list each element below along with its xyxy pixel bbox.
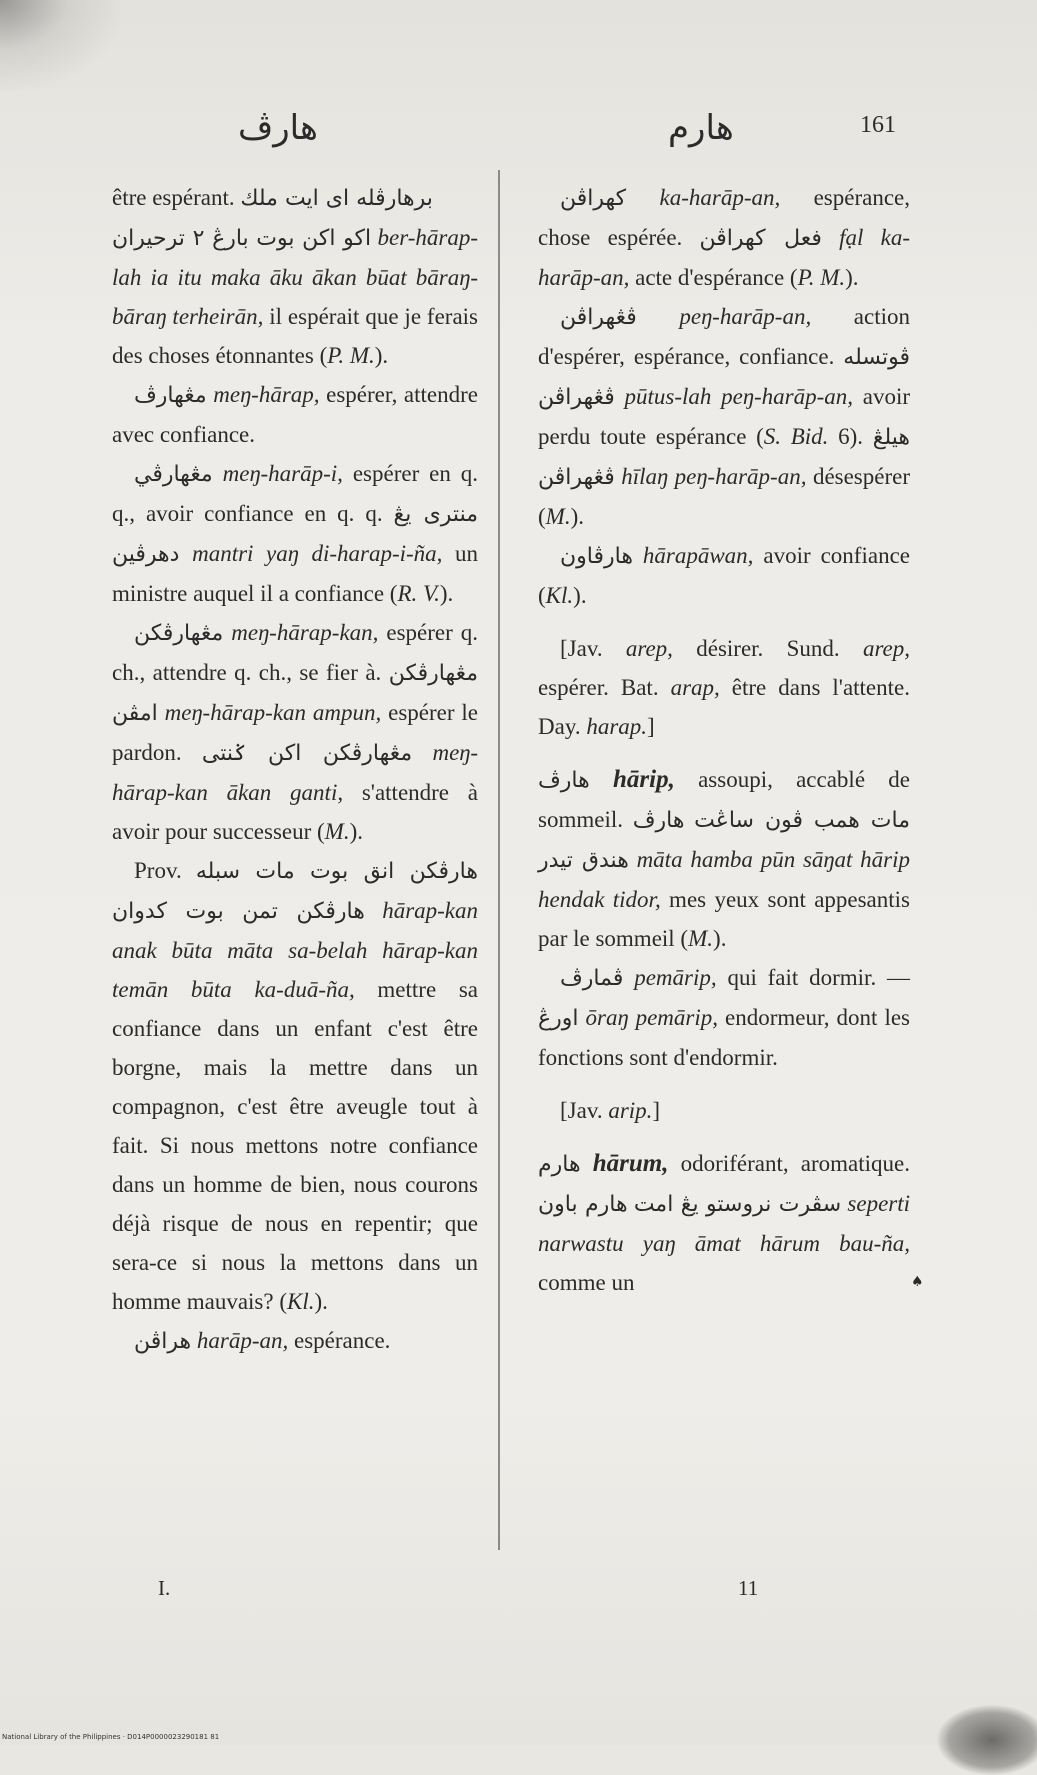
- jawi-text: مڠهارڤ: [134, 383, 207, 408]
- definition-text: désespérer (: [538, 464, 910, 529]
- jawi-text: ڤوتسله ڤڠهراڤن: [538, 345, 910, 410]
- transliteration: māta hamba pūn sāŋat hārip hendak tidor,: [538, 847, 910, 912]
- jawi-text: مڠهارڤكن: [134, 621, 224, 646]
- jawi-text: مات همب ڤون ساڠت: [694, 808, 910, 833]
- jawi-text: مڠهارڤي: [134, 462, 213, 487]
- definition-text: odoriférant, aromatique.: [668, 1151, 910, 1176]
- signature-mark-right: 11: [738, 1576, 759, 1600]
- dictionary-entry: [538, 536, 910, 615]
- definition-text: [581, 1151, 593, 1176]
- jawi-text: ڤڠهراڤن: [560, 305, 637, 330]
- definition-text: ).: [374, 343, 389, 368]
- definition-text: [412, 740, 432, 765]
- definition-text: [Jav.: [560, 636, 626, 661]
- definition-text: acte d'espérance (: [629, 265, 798, 290]
- definition-text: [637, 304, 680, 329]
- definition-text: ]: [652, 1098, 661, 1123]
- jawi-text: منترى يڠ دهرڤين: [112, 502, 478, 567]
- definition-text: s'attendre à avoir pour successeur (: [112, 780, 478, 844]
- definition-text: [633, 543, 643, 568]
- definition-text: un ministre auquel il a confiance (: [112, 541, 479, 606]
- jawi-text: اكو اكن بوت بارڠ ٢ ترحيران: [112, 226, 372, 251]
- transliteration: P. M.: [327, 343, 375, 368]
- dictionary-entry: [112, 454, 478, 613]
- definition-text: mettre sa confiance dans un enfant c'est être borgne, mais la mettre dans un compagnon, c'est être aveugle tout à fait. Si nous mettons notre confiance dans un homme de bien, nous courons déjà risque de nous en repentir; que sera-ce si nous la mettons dans un homme mauvais? (: [112, 977, 478, 1314]
- definition-text: action d'espérer, espérance, confiance.: [538, 304, 910, 369]
- dictionary-entry: [538, 1144, 910, 1302]
- transliteration: peŋ-harāp-an,: [679, 304, 812, 329]
- jawi-text: هيلڠ ڤڠهراڤن: [538, 425, 910, 490]
- dictionary-entry: [538, 629, 910, 746]
- transliteration: ōraŋ pemārip,: [585, 1005, 719, 1030]
- definition-text: [213, 461, 223, 486]
- ink-speck: ♠: [911, 1274, 924, 1290]
- definition-text: être espérant.: [112, 185, 241, 210]
- transliteration: P. M.: [797, 265, 846, 290]
- jawi-text: اورڠ: [538, 1006, 579, 1031]
- page-corner-shadow: [0, 0, 120, 90]
- transliteration: meŋ-harāp-i,: [222, 461, 343, 486]
- transliteration: M.: [688, 926, 714, 951]
- page-number: 161: [860, 112, 896, 138]
- transliteration: pemārip,: [634, 965, 717, 990]
- transliteration: hīlaŋ peŋ-harāp-an,: [621, 464, 807, 489]
- transliteration: R. V.: [397, 581, 440, 606]
- jawi-text: سڤرت نروستو يڠ امت: [633, 1192, 842, 1217]
- dictionary-entry: [112, 613, 478, 851]
- headword: hārum,: [592, 1150, 669, 1177]
- definition-text: [684, 807, 694, 832]
- transliteration: fạl ka-harāp-an,: [538, 225, 911, 290]
- definition-text: ).: [349, 819, 364, 844]
- transliteration: hārapāwan,: [642, 543, 754, 568]
- definition-text: qui fait dormir. —: [716, 965, 911, 990]
- definition-text: espérance, chose espérée.: [538, 185, 910, 250]
- transliteration: ber-hārap-lah ia itu maka āku ākan būat bāraŋ-bāraŋ terheirān,: [112, 225, 478, 329]
- left-column: [112, 178, 478, 1361]
- running-head-left: هارڤ: [238, 108, 318, 148]
- definition-text: [158, 700, 165, 725]
- definition-text: être dans l'attente. Day.: [538, 675, 910, 739]
- jawi-text: فعل كهراڤن: [699, 226, 822, 251]
- dictionary-entry: [538, 760, 910, 958]
- transliteration: arep,: [625, 636, 673, 661]
- dictionary-entry: [112, 1321, 478, 1361]
- definition-text: ).: [845, 265, 859, 290]
- dictionary-entry: [112, 851, 478, 1321]
- transliteration: ka-harāp-an,: [659, 185, 781, 210]
- jawi-text: برهارڤله اى ايت ملك: [240, 186, 433, 211]
- running-head-right: هارم: [668, 108, 734, 148]
- transliteration: M.: [324, 819, 350, 844]
- headword: hārip,: [613, 766, 675, 793]
- definition-text: [626, 185, 659, 210]
- transliteration: harāp-an,: [196, 1328, 289, 1353]
- definition-text: espérer, attendre avec confiance.: [112, 382, 478, 447]
- definition-text: ).: [573, 583, 587, 608]
- definition-text: ).: [570, 504, 585, 529]
- definition-text: désirer. Sund.: [672, 636, 863, 661]
- definition-text: espérer q. ch., attendre q. ch., se fier à.: [112, 620, 478, 685]
- jawi-text: هارم: [538, 1152, 581, 1177]
- transliteration: hārap-kan anak būta māta sa-belah hārap-kan temān būta ka-duā-ña,: [112, 898, 479, 1002]
- definition-text: 6).: [828, 424, 873, 449]
- transliteration: meŋ-hārap-kan,: [231, 620, 379, 645]
- transliteration: meŋ-hārap-kan ampun,: [164, 700, 382, 725]
- transliteration: harap.: [586, 714, 648, 739]
- definition-text: [623, 965, 634, 990]
- jawi-text: مڠهارڤكن اكن ݢنتى: [201, 741, 413, 766]
- definition-text: avoir confiance (: [538, 543, 910, 608]
- jawi-text: كهراڤن: [560, 186, 627, 211]
- transliteration: pūtus-lah peŋ-harāp-an,: [624, 384, 853, 409]
- definition-text: espérer le pardon.: [112, 700, 478, 765]
- definition-text: il espérait que je ferais des choses étonnantes (: [112, 304, 478, 368]
- right-column: [538, 178, 910, 1302]
- definition-text: espérance.: [288, 1328, 391, 1353]
- jawi-text: هارڤ هندق تيدر: [538, 808, 685, 873]
- transliteration: meŋ-hārap,: [213, 382, 320, 407]
- definition-text: espérer en q. q., avoir confiance en q. q.: [112, 461, 478, 526]
- dictionary-entry: [112, 375, 478, 454]
- definition-text: [Jav.: [560, 1098, 609, 1123]
- transliteration: S. Bid.: [763, 424, 829, 449]
- definition-text: [590, 767, 613, 792]
- dictionary-entry: [538, 958, 910, 1077]
- definition-text: [365, 898, 382, 923]
- dictionary-entry: [112, 218, 478, 375]
- definition-text: endormeur, dont les fonctions sont d'endormir.: [538, 1005, 910, 1070]
- definition-text: ).: [439, 581, 454, 606]
- definition-text: ).: [713, 926, 727, 951]
- transliteration: M.: [545, 504, 571, 529]
- definition-text: [629, 847, 637, 872]
- jawi-text: مڠهارڤكن امڤن: [112, 661, 478, 726]
- jawi-text: هراڤن: [134, 1329, 192, 1354]
- transliteration: seperti narwastu yaŋ āmat hārum bau-ña,: [538, 1191, 911, 1256]
- jawi-text: هارڤكن انق بوت مات سبله هارڤكن تمن بوت كدوان: [112, 859, 478, 924]
- definition-text: ]: [647, 714, 655, 739]
- transliteration: arap,: [670, 675, 720, 700]
- dictionary-entry: [112, 178, 478, 218]
- definition-text: [179, 541, 192, 566]
- transliteration: arip.: [608, 1098, 653, 1123]
- dictionary-entry: [538, 178, 910, 297]
- column-divider: [498, 170, 500, 1550]
- transliteration: mantri yaŋ di-harap-i-ña,: [192, 541, 443, 566]
- library-stamp: National Library of the Philippines · D014P0000023290181 81: [2, 1733, 220, 1741]
- definition-text: ).: [314, 1289, 328, 1314]
- dictionary-entry: [538, 297, 910, 536]
- jawi-text: هارڤاون: [560, 544, 633, 569]
- definition-text: [579, 1005, 586, 1030]
- jawi-text: هارڤ: [538, 768, 590, 793]
- transliteration: Kl.: [545, 583, 574, 608]
- jawi-text: ڤمارڤ: [560, 966, 624, 991]
- definition-text: assoupi, accablé de sommeil.: [538, 767, 910, 832]
- definition-text: mes yeux sont appesantis par le sommeil (: [538, 887, 910, 951]
- definition-text: Prov.: [134, 858, 196, 883]
- definition-text: avoir perdu toute espérance (: [538, 384, 911, 449]
- definition-text: comme un: [538, 1270, 635, 1295]
- definition-text: [615, 384, 625, 409]
- transliteration: arep,: [862, 636, 910, 661]
- definition-text: espérer. Bat.: [538, 675, 671, 700]
- transliteration: Kl.: [287, 1289, 315, 1314]
- thumb-shadow: [937, 1705, 1037, 1775]
- jawi-text: هارم باون: [538, 1192, 628, 1217]
- transliteration: meŋ-hārap-kan ākan ganti,: [112, 740, 479, 805]
- definition-text: [822, 225, 839, 250]
- dictionary-entry: [538, 1091, 910, 1130]
- signature-mark-left: I.: [158, 1576, 171, 1600]
